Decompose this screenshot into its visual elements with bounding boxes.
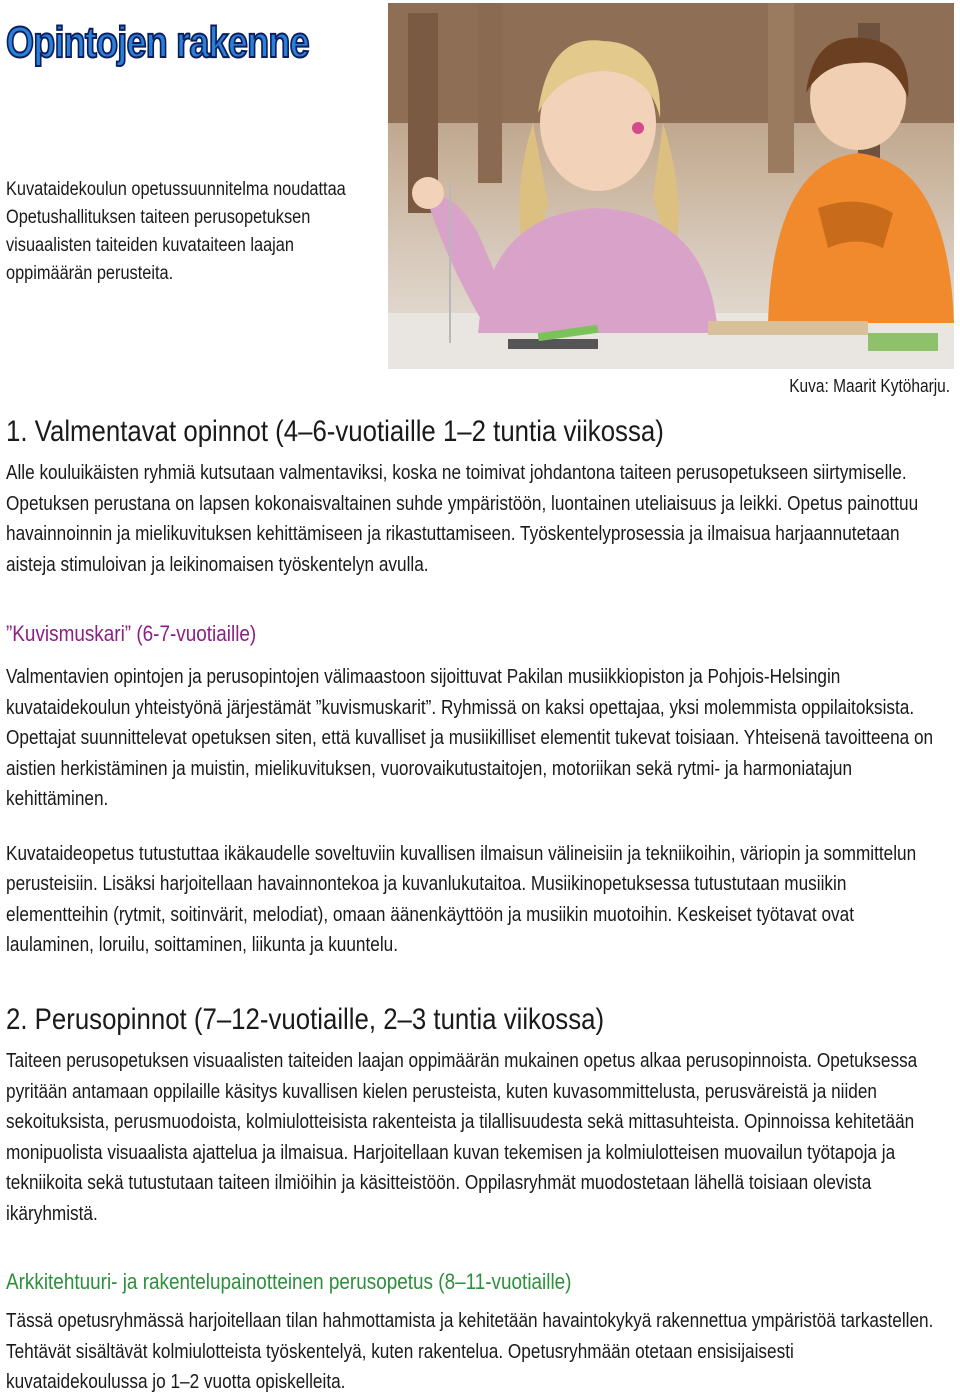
section-heading-perusopinnot: 2. Perusopinnot (7–12-vuotiaille, 2–3 tuntia viikossa)	[6, 1003, 605, 1036]
section-heading-kuvismuskari: ”Kuvismuskari” (6-7-vuotiaille)	[6, 621, 257, 646]
photo-caption: Kuva: Maarit Kytöharju.	[789, 376, 950, 396]
page-title: Opintojen rakenne	[6, 18, 309, 67]
section-perusopinnot	[6, 1002, 935, 1229]
section-body-kuvataideopetus: Kuvataideopetus tutustuttaa ikäkaudelle soveltuviin kuvallisen ilmaisun välineisiin ja tekniikoihin, väriopin ja sommittelun perusteisiin. Lisäksi harjoitellaan havainnontekoa ja kuvanlukutaitoa. Musiikinopetuksessa tutustutaan musiikin elementteihin (rytmit, soitinvärit, melodiat), omaan äänenkäyttöön ja musiikin muotoihin. Keskeiset työtavat ovat laulaminen, loruilu, soittaminen, liikunta ja kuuntelu.	[6, 842, 917, 956]
section-body-kuvismuskari: Valmentavien opintojen ja perusopintojen välimaastoon sijoittuvat Pakilan musiikkiopiston ja Pohjois-Helsingin kuvataidekoulun yhteistyönä järjestämät ”kuvismuskarit”. Ryhmissä on kaksi opettajaa, yksi molemmista oppilaitoksista. Opettajat suunnittelevat opetuksen siten, että kuvalliset ja musiikilliset elementit tukevat toisiaan. Yhteisenä tavoitteena on aistien herkistäminen ja muistin, mielikuvituksen, vuorovaikutustaitojen, motoriikan sekä rytmi- ja harmoniatajun kehittäminen.	[6, 666, 934, 810]
section-heading-arkkitehtuuri: Arkkitehtuuri- ja rakentelupainotteinen perusopetus (8–11-vuotiaille)	[6, 1269, 572, 1294]
section-body-arkkitehtuuri: Tässä opetusryhmässä harjoitellaan tilan hahmottamista ja kehitetään havaintokykyä rakennettua ympäristöä tarkastellen. Tehtävät sisältävät kolmiulotteista työskentelyä, kuten rakentelua. Opetusryhmään otetaan ensisijaisesti kuvataidekoulussa jo 1–2 vuotta opiskelleita.	[6, 1310, 934, 1393]
section-arkkitehtuuri	[6, 1268, 935, 1398]
children-art-class-photo	[388, 3, 954, 369]
photo-illustration	[388, 3, 954, 369]
section-heading-valmentavat: 1. Valmentavat opinnot (4–6-vuotiaille 1–2 tuntia viikossa)	[6, 415, 664, 448]
section-body-perusopinnot: Taiteen perusopetuksen visuaalisten taiteiden laajan oppimäärän mukainen opetus alkaa perusopinnoista. Opetuksessa pyritään antamaan oppilaille käsitys kuvallisen kielen perusteista, kuten kuvasommittelusta, perusväreistä ja niiden sekoituksista, perusmuodoista, kolmiulotteisista rakenteista ja tilallisuudesta sekä mittasuhteista. Opinnoissa kehitetään monipuolista visuaalista ajattelua ja ilmaisua. Harjoitellaan kuvan tekemisen ja kolmiulotteisen muovailun työtapoja ja tekniikoita sekä tutustutaan taiteen ilmiöihin ja käsitteistöön. Oppilasryhmät muodostetaan lähellä toisiaan olevista ikäryhmistä.	[6, 1050, 918, 1225]
intro-text: Kuvataidekoulun opetussuunnitelma noudattaa Opetushallituksen taiteen perusopetuksen visuaalisten taiteiden kuvataiteen laajan oppimäärän perusteita.	[6, 179, 346, 284]
section-valmentavat	[6, 414, 935, 580]
section-kuvismuskari	[6, 620, 935, 961]
section-body-valmentavat: Alle kouluikäisten ryhmiä kutsutaan valmentaviksi, koska ne toimivat johdantona taiteen perusopetukseen siirtymiselle. Opetuksen perustana on lapsen kokonaisvaltainen suhde ympäristöön, luontainen uteliaisuus ja leikki. Opetus painottuu havainnoinnin ja mielikuvituksen kehittämiseen ja rikastuttamiseen. Työskentelyprosessia ja ilmaisua harjaannutetaan aisteja stimuloivan ja leikinomaisen työskentelyn avulla.	[6, 462, 919, 576]
